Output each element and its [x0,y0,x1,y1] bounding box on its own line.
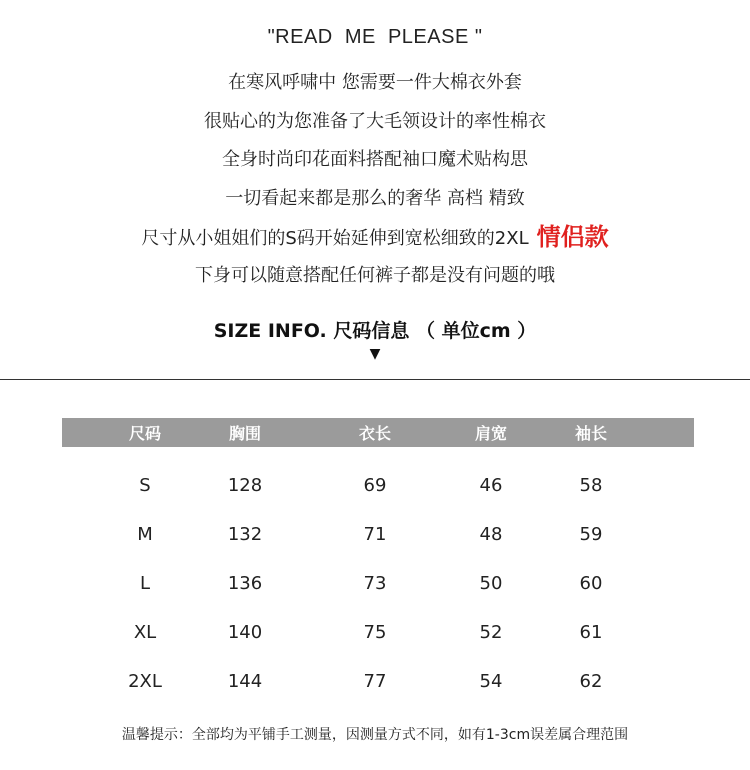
size-table [62,418,694,706]
cell-length: 73 [363,573,387,594]
cell-shoulder: 46 [479,475,503,496]
cell-size: XL [133,622,157,643]
size-table-header [62,418,694,447]
header-shoulder: 肩宽 [474,424,507,443]
cell-chest: 132 [227,524,263,545]
cell-sleeve: 59 [579,524,603,545]
intro-text-block [0,69,750,301]
cell-chest: 144 [227,671,263,692]
header-size: 尺码 [128,424,161,443]
intro-line-3: 全身时尚印花面料搭配袖口魔术贴构思 [222,149,528,171]
cell-size: S [139,475,151,496]
couple-style-highlight: 情侣款 [536,223,609,252]
down-arrow-icon: ▼ [369,346,381,362]
table-row [62,559,694,608]
size-info-title: SIZE INFO. 尺码信息 （ 单位cm ） [213,320,537,342]
cell-chest: 136 [227,573,263,594]
intro-line-5-text: 尺寸从小姐姐们的S码开始延伸到宽松细致的2XL [141,228,529,250]
cell-shoulder: 54 [479,671,503,692]
header-chest: 胸围 [228,424,261,443]
header-sleeve: 袖长 [574,424,607,443]
cell-length: 75 [363,622,387,643]
cell-chest: 128 [227,475,263,496]
table-row [62,657,694,706]
cell-shoulder: 52 [479,622,503,643]
cell-sleeve: 61 [579,622,603,643]
cell-length: 77 [363,671,387,692]
cell-chest: 140 [227,622,263,643]
size-table-body [62,447,694,706]
cell-size: 2XL [128,671,162,692]
cell-length: 71 [363,524,387,545]
intro-line-1: 在寒风呼啸中 您需要一件大棉衣外套 [228,72,522,93]
heading-read-me-please: "READ ME PLEASE " [267,26,483,48]
table-row [62,461,694,510]
cell-size: M [137,524,153,545]
intro-line-4: 一切看起来都是那么的奢华 高档 精致 [225,187,525,209]
cell-sleeve: 60 [579,573,603,594]
measurement-note: 温馨提示：全部均为平铺手工测量，因测量方式不同，如有1-3cm误差属合理范围 [121,727,629,743]
intro-line-2: 很贴心的为您准备了大毛领设计的率性棉衣 [204,110,546,132]
table-row [62,510,694,559]
header-length: 衣长 [358,424,391,443]
cell-sleeve: 62 [579,671,603,692]
table-row [62,608,694,657]
intro-line-5 [0,223,750,262]
cell-size: L [139,573,151,594]
intro-line-6: 下身可以随意搭配任何裤子都是没有问题的哦 [195,264,555,286]
cell-length: 69 [363,475,387,496]
cell-shoulder: 48 [479,524,503,545]
cell-sleeve: 58 [579,475,603,496]
cell-shoulder: 50 [479,573,503,594]
section-divider [0,379,750,380]
